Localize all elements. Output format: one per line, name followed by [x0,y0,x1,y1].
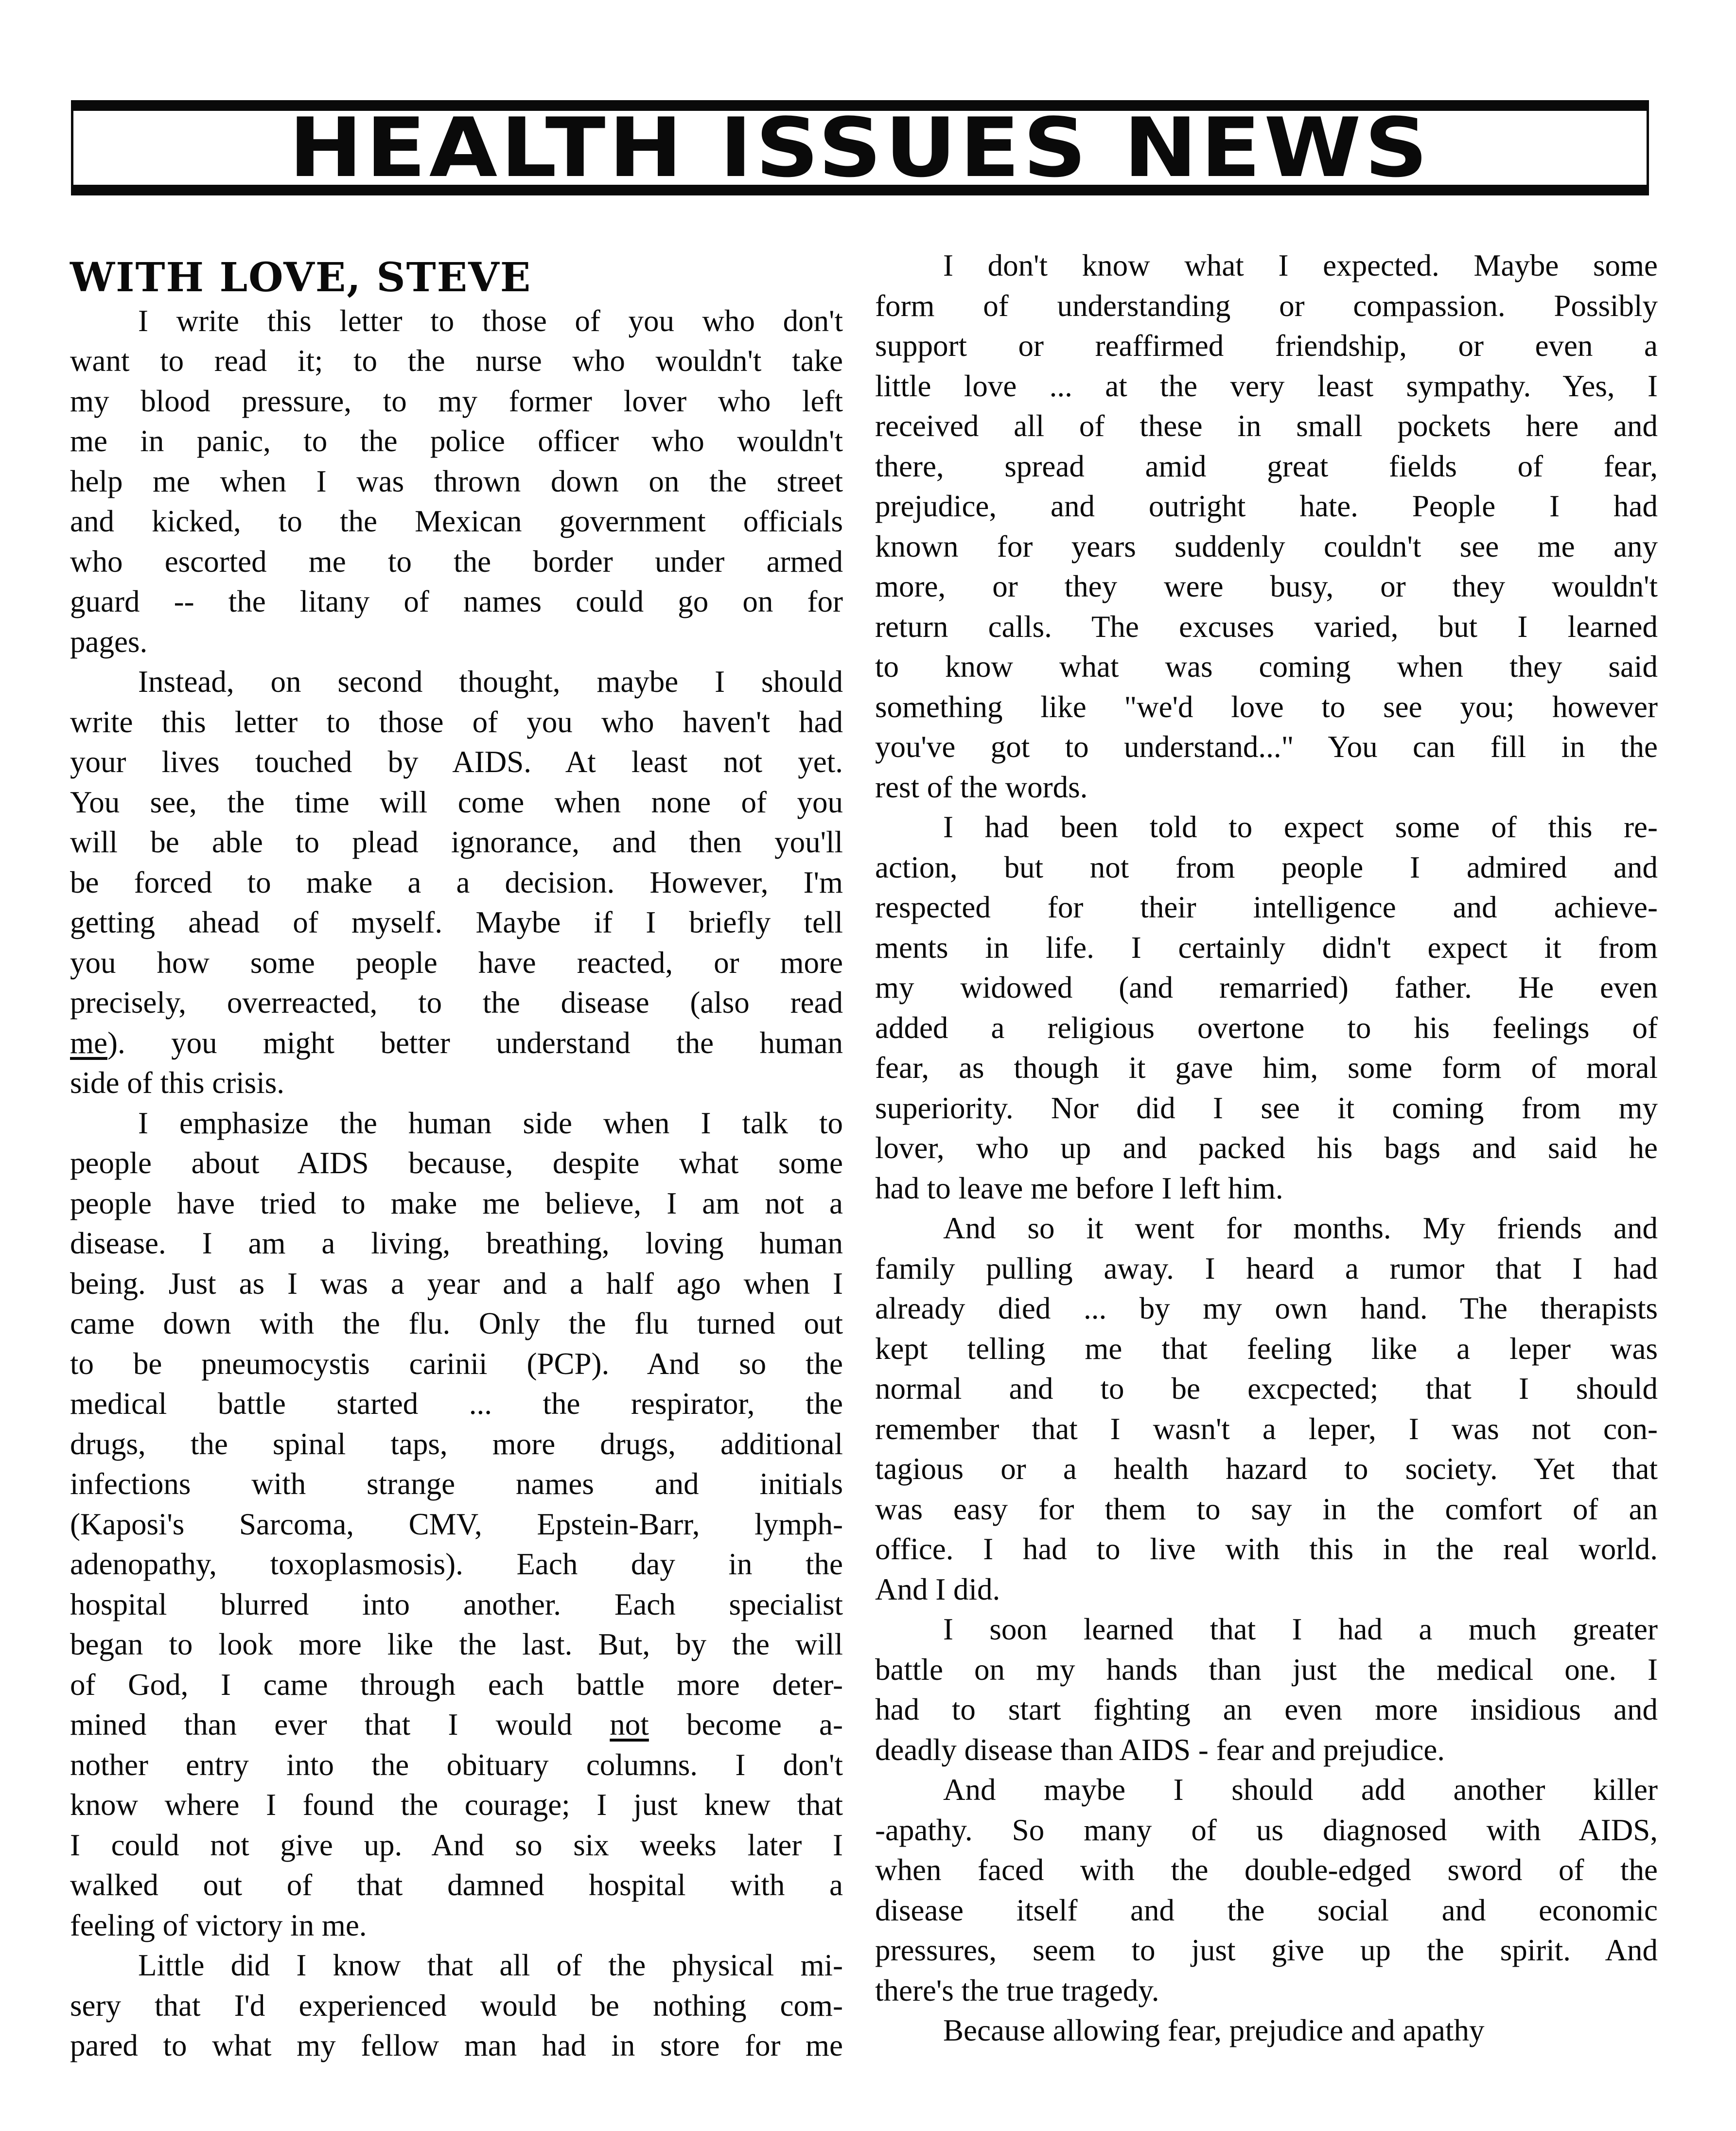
text-line: guard -- the litany of names could go on for [70,584,843,619]
text-line: I emphasize the human side when I talk to [138,1106,843,1140]
text-line: kept telling me that feeling like a leper was [875,1331,1658,1366]
text-line: fear, as though it gave him, some form of moral [875,1051,1658,1085]
text-line: drugs, the spinal taps, more drugs, additional [70,1427,843,1461]
masthead-title: HEALTH ISSUES NEWS [289,100,1431,195]
text-line: superiority. Nor did I see it coming from my [875,1091,1658,1125]
text-line: infections with strange names and initials [70,1467,843,1501]
text-line: people about AIDS because, despite what some [70,1146,843,1180]
text-line: precisely, overreacted, to the disease (also read [70,986,843,1020]
text-line: help me when I was thrown down on the street [70,464,843,498]
text-line: prejudice, and outright hate. People I had [875,489,1658,523]
text-line: ments in life. I certainly didn't expect it from [875,930,1658,965]
text-line: when faced with the double-edged sword of the [875,1853,1658,1887]
text-line: added a religious overtone to his feelings of [875,1010,1658,1045]
masthead [71,100,1649,195]
text-line: who escorted me to the border under armed [70,544,843,579]
text-line: already died ... by my own hand. The therapists [875,1291,1658,1325]
text-line: there's the true tragedy. [875,1973,1159,2008]
paragraph [875,1208,1658,1609]
text-line: I don't know what I expected. Maybe some [943,248,1658,282]
text-line: remember that I wasn't a leper, I was not con- [875,1411,1658,1446]
text-line: had to leave me before I left him. [875,1171,1283,1205]
text-line: write this letter to those of you who haven't had [70,704,843,739]
text-line: return calls. The excuses varied, but I learned [875,609,1658,644]
text-line: be forced to make a a decision. However, I'm [70,865,843,899]
text-line: there, spread amid great fields of fear, [875,449,1658,483]
underlined-word: me [70,1025,107,1060]
text-line: people have tried to make me believe, I am not a [70,1186,843,1220]
text-line: sery that I'd experienced would be nothing com- [70,1988,843,2023]
text-line: pressures, seem to just give up the spirit. And [875,1933,1658,1967]
text-line: your lives touched by AIDS. At least not yet. [70,745,843,779]
paragraph [875,807,1658,1208]
paragraph [70,662,843,1103]
text-line: came down with the flu. Only the flu turned out [70,1306,843,1341]
text-line: normal and to be excpected; that I should [875,1372,1658,1406]
text-line: feeling of victory in me. [70,1908,367,1942]
article-body-right [875,246,1658,2051]
text-line: was easy for them to say in the comfort of an [875,1492,1658,1526]
paragraph [70,1945,843,2066]
text-line: my blood pressure, to my former lover who left [70,384,843,418]
article-column-left [70,229,843,2066]
text-line: little love ... at the very least sympathy. Yes, I [875,369,1658,403]
text-line: respected for their intelligence and achieve- [875,890,1658,924]
text-line: being. Just as I was a year and a half ago when I [70,1266,843,1301]
text-line: medical battle started ... the respirator, the [70,1387,843,1421]
text-line: form of understanding or compassion. Possibly [875,288,1658,323]
text-line: Because allowing fear, prejudice and apathy [943,2013,1485,2047]
text-line: And I did. [875,1572,1000,1606]
text-line: you how some people have reacted, or more [70,945,843,980]
text-line: rest of the words. [875,770,1088,804]
paragraph [70,301,843,662]
text-line: you've got to understand..." You can fill in the [875,730,1658,764]
article-headline: WITH LOVE, STEVE [70,254,532,301]
text-line: And maybe I should add another killer [943,1773,1658,1807]
text-line: I write this letter to those of you who don't [138,303,843,338]
text-line: to know what was coming when they said [875,650,1658,684]
text-line: I could not give up. And so six weeks later I [70,1828,843,1862]
text-line: (Kaposi's Sarcoma, CMV, Epstein-Barr, lymph- [70,1507,843,1541]
text-line: hospital blurred into another. Each specialist [70,1587,843,1621]
paragraph [875,1609,1658,1770]
paragraph [875,2010,1658,2051]
text-line: my widowed (and remarried) father. He even [875,970,1658,1004]
paragraph [875,246,1658,807]
text-line: want to read it; to the nurse who wouldn't take [70,344,843,378]
text-line: of God, I came through each battle more deter- [70,1667,843,1702]
text-line: I had been told to expect some of this re- [943,810,1658,844]
text-line: getting ahead of myself. Maybe if I briefly tell [70,905,843,940]
text-line: me). you might better understand the human [70,1025,843,1060]
text-line: pared to what my fellow man had in store for me [70,2028,843,2063]
text-line: received all of these in small pockets here and [875,409,1658,443]
paragraph [70,1103,843,1946]
text-line: know where I found the courage; I just knew that [70,1788,843,1822]
text-line: office. I had to live with this in the real world. [875,1532,1658,1566]
text-line: support or reaffirmed friendship, or even a [875,329,1658,363]
text-line: And so it went for months. My friends and [943,1211,1658,1245]
text-line: something like "we'd love to see you; however [875,689,1658,724]
text-line: battle on my hands than just the medical one. I [875,1652,1658,1687]
text-line: side of this crisis. [70,1066,284,1100]
text-line: to be pneumocystis carinii (PCP). And so the [70,1346,843,1381]
underlined-word: not [610,1708,649,1742]
text-line: will be able to plead ignorance, and then you'll [70,825,843,860]
text-line: had to start fighting an even more insidious and [875,1692,1658,1726]
text-line: known for years suddenly couldn't see me any [875,529,1658,564]
text-line: Little did I know that all of the physical mi- [138,1948,843,1983]
text-line: -apathy. So many of us diagnosed with AIDS, [875,1813,1658,1847]
text-line: action, but not from people I admired and [875,850,1658,884]
text-line: I soon learned that I had a much greater [943,1612,1658,1646]
text-line: more, or they were busy, or they wouldn't [875,569,1658,603]
text-line: Instead, on second thought, maybe I should [138,665,843,699]
paragraph [875,1770,1658,2010]
text-line: deadly disease than AIDS - fear and prejudice. [875,1732,1445,1767]
text-line: nother entry into the obituary columns. I don't [70,1747,843,1782]
text-line: lover, who up and packed his bags and said he [875,1131,1658,1165]
text-line: pages. [70,624,148,659]
text-line: tagious or a health hazard to society. Yet that [875,1452,1658,1486]
article-column-right [875,246,1658,2051]
text-line: and kicked, to the Mexican government officials [70,504,843,539]
text-line: You see, the time will come when none of you [70,785,843,819]
text-line: family pulling away. I heard a rumor that I had [875,1251,1658,1286]
article-body-left [70,301,843,2066]
text-line: disease itself and the social and economic [875,1893,1658,1927]
text-line: walked out of that damned hospital with a [70,1868,843,1902]
text-line: me in panic, to the police officer who wouldn't [70,424,843,458]
text-line: mined than ever that I would not become a- [70,1708,843,1742]
text-line: began to look more like the last. But, by the will [70,1627,843,1662]
text-line: adenopathy, toxoplasmosis). Each day in the [70,1547,843,1582]
text-line: disease. I am a living, breathing, loving human [70,1226,843,1261]
